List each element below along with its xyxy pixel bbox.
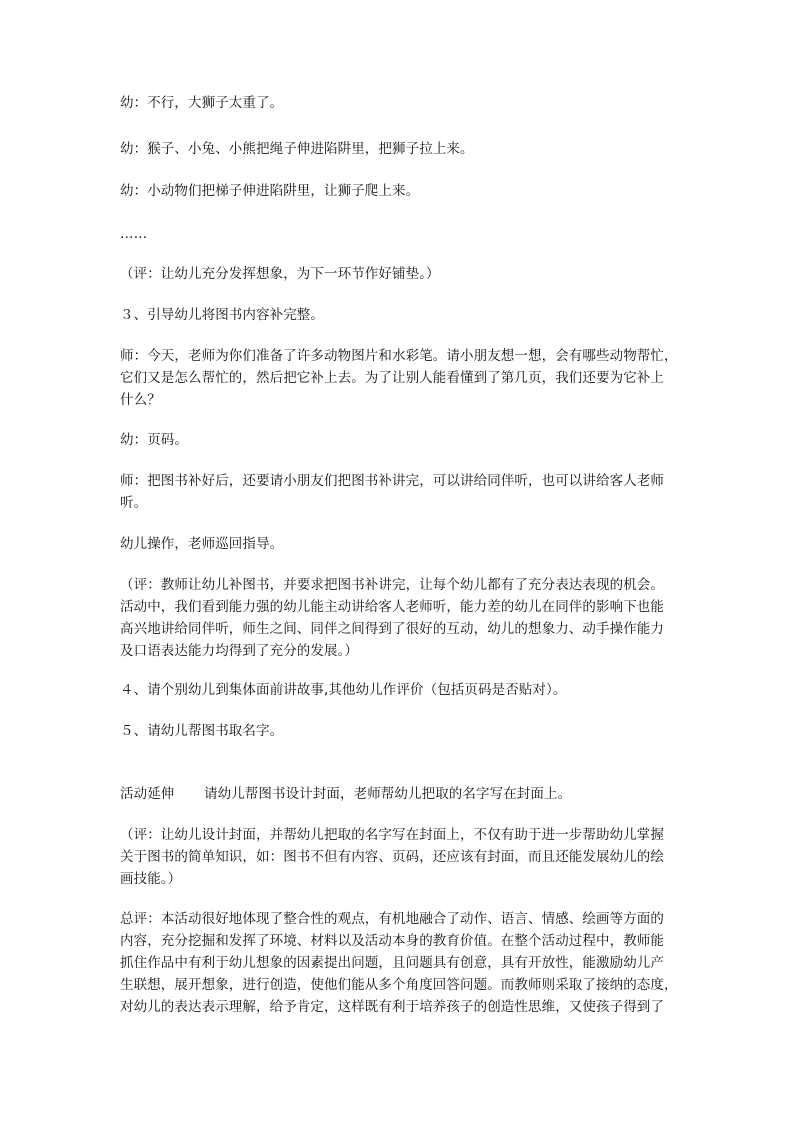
text-line: （评：让幼儿设计封面，并帮幼儿把取的名字写在封面上，不仅有助于进一步帮助幼儿掌握 [120, 827, 664, 843]
text-line: 及口语表达能力均得到了充分的发展。） [120, 643, 359, 659]
text-line: 对幼儿的表达表示理解，给予肯定，这样既有利于培养孩子的创造性思维，又使孩子得到了 [120, 999, 664, 1015]
text-line: 高兴地讲给同伴听，师生之间、同伴之间得到了很好的互动，幼儿的想象力、动手操作能力 [120, 621, 664, 637]
text-line: 活动中，我们看到能力强的幼儿能主动讲给客人老师听，能力差的幼儿在同伴的影响下也能 [120, 599, 664, 615]
text-line: 师：今天，老师为你们准备了许多动物图片和水彩笔。请小朋友想一想，会有哪些动物帮忙， [120, 348, 678, 364]
text-line: 听。 [120, 495, 148, 511]
teacher-paragraph-1 [120, 345, 680, 411]
comment-line-1: （评：让幼儿充分发挥想象，为下一环节作好铺垫。） [120, 266, 440, 282]
activity-extension-line [120, 783, 680, 805]
step-5-heading: ５、请幼儿帮图书取名字。 [120, 723, 284, 739]
ellipsis-line: …… [120, 226, 148, 242]
text-line: 师：把图书补好后，还要请小朋友们把图书补讲完，可以讲给同伴听，也可以讲给客人老师 [120, 473, 664, 489]
text-line: 生联想，展开想象，进行创造，使他们能从多个角度回答问题。而教师则采取了接纳的态度， [120, 977, 678, 993]
text-line: 关于图书的简单知识，如：图书不但有内容、页码，还应该有封面，而且还能发展幼儿的绘 [120, 849, 664, 865]
dialogue-line-3: 幼：小动物们把梯子伸进陷阱里，让狮子爬上来。 [120, 183, 420, 199]
dialogue-line-1: 幼：不行，大狮子太重了。 [120, 95, 284, 111]
text-line: 它们又是怎么帮忙的，然后把它补上去。为了让别人能看懂到了第几页，我们还要为它补上 [120, 370, 664, 386]
text-line: （评：教师让幼儿补图书，并要求把图书补讲完，让每个幼儿都有了充分表达表现的机会。 [120, 577, 664, 593]
text-line: 抓住作品中有利于幼儿想象的因素提出问题，且问题具有创意，具有开放性，能激励幼儿产 [120, 955, 664, 971]
activity-extension-label: 活动延伸 [120, 786, 175, 802]
step-4-heading: ４、请个别幼儿到集体面前讲故事,其他幼儿作评价（包括页码是否贴对）。 [120, 682, 567, 698]
text-line: 内容，充分挖掘和发挥了环境、材料以及活动本身的教育价值。在整个活动过程中，教师能 [120, 933, 664, 949]
comment-paragraph-2 [120, 574, 680, 662]
text-line: 画技能。） [120, 871, 182, 887]
summary-paragraph [120, 908, 680, 1018]
text-line: 什么？ [120, 392, 161, 408]
dialogue-line-4: 幼：页码。 [120, 432, 188, 448]
teacher-paragraph-2 [120, 470, 680, 514]
operation-line: 幼儿操作，老师巡回指导。 [120, 536, 284, 552]
activity-extension-text: 请幼儿帮图书设计封面，老师帮幼儿把取的名字写在封面上。 [204, 786, 572, 802]
step-3-heading: ３、引导幼儿将图书内容补完整。 [120, 307, 324, 323]
comment-paragraph-3 [120, 824, 680, 890]
text-line: 总评：本活动很好地体现了整合性的观点，有机地融合了动作、语言、情感、绘画等方面的 [120, 911, 664, 927]
dialogue-line-2: 幼：猴子、小兔、小熊把绳子伸进陷阱里，把狮子拉上来。 [120, 141, 474, 157]
